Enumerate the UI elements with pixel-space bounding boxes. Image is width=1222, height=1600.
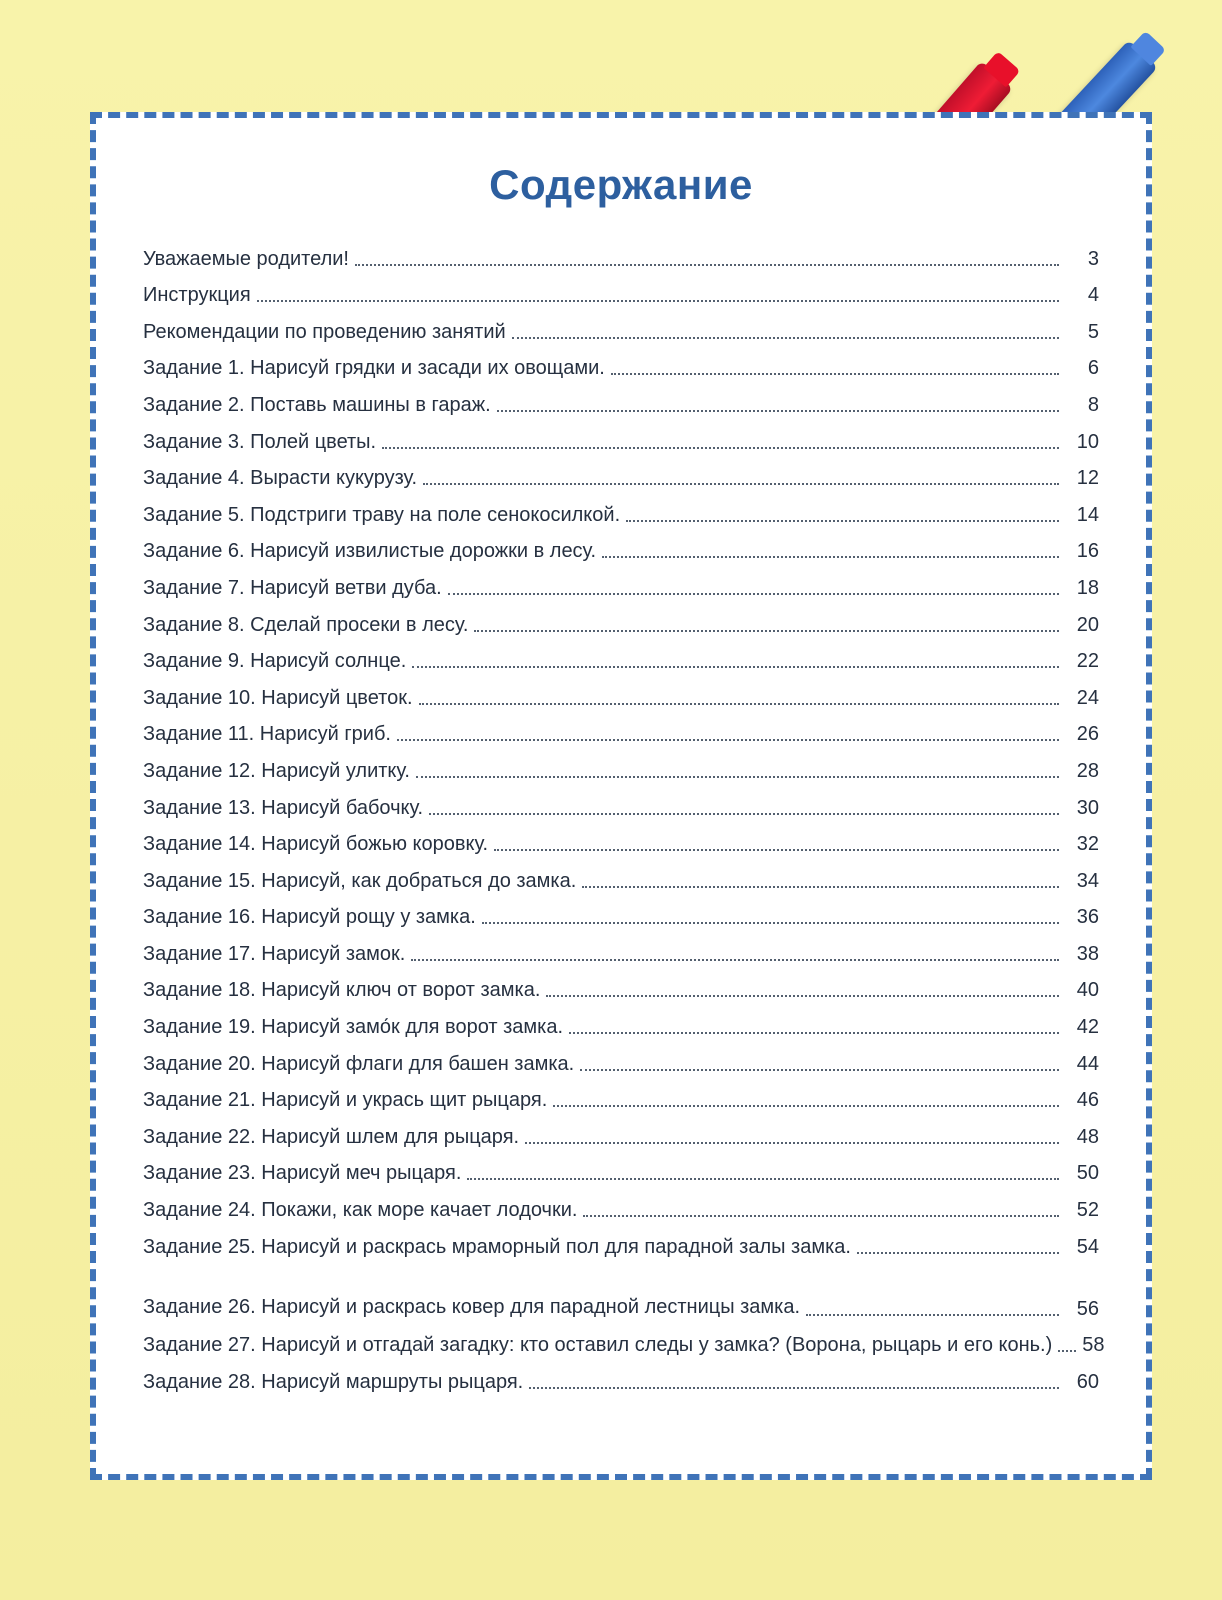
toc-row xyxy=(143,893,1099,930)
dot-leader xyxy=(467,1178,1059,1180)
entry-text: Задание 19. Нарисуй замо́к для ворот замка. xyxy=(143,1016,563,1039)
toc-row xyxy=(143,1259,1099,1321)
entry-text: Задание 20. Нарисуй флаги для башен замка. xyxy=(143,1052,575,1075)
dot-leader xyxy=(494,849,1059,851)
dot-leader xyxy=(497,410,1059,412)
page-number: 10 xyxy=(1076,430,1099,453)
entry-text: Уважаемые родители! xyxy=(143,247,349,270)
page-number: 20 xyxy=(1076,613,1099,636)
dot-leader xyxy=(257,300,1059,302)
page-number: 4 xyxy=(1087,284,1099,307)
entry-text: Задание 10. Нарисуй цветок. xyxy=(143,686,413,709)
entry-text: Задание 12. Нарисуй улитку. xyxy=(143,759,410,782)
dot-leader xyxy=(423,483,1059,485)
dot-leader xyxy=(412,666,1059,668)
entry-text: Задание 17. Нарисуй замок. xyxy=(143,942,406,965)
page-number: 34 xyxy=(1076,869,1099,892)
page-number: 44 xyxy=(1076,1052,1099,1075)
dot-leader xyxy=(482,922,1059,924)
page-number: 28 xyxy=(1076,759,1099,782)
entry-text: Задание 16. Нарисуй рощу у замка. xyxy=(143,906,476,929)
dot-leader xyxy=(583,1215,1059,1217)
toc-row xyxy=(143,856,1099,893)
table-of-contents xyxy=(143,234,1105,1394)
dot-leader xyxy=(1058,1350,1076,1352)
dot-leader xyxy=(580,1069,1059,1071)
toc-row xyxy=(143,1002,1099,1039)
toc-row xyxy=(143,1321,1105,1358)
page-number: 24 xyxy=(1076,686,1099,709)
toc-row xyxy=(143,1222,1099,1259)
entry-text: Задание 18. Нарисуй ключ от ворот замка. xyxy=(143,979,541,1002)
toc-row xyxy=(143,527,1099,564)
entry-text: Задание 27. Нарисуй и отгадай загадку: кто оставил следы у замка? (Ворона, рыцарь и его конь.) xyxy=(143,1334,1053,1357)
dot-leader xyxy=(512,337,1059,339)
page-number: 50 xyxy=(1076,1162,1099,1185)
dot-leader xyxy=(806,1314,1059,1316)
page-number: 30 xyxy=(1076,796,1099,819)
entry-text: Задание 26. Нарисуй и раскрась ковер для парадной лестницы замка. xyxy=(143,1295,801,1318)
page-number: 12 xyxy=(1076,467,1099,490)
toc-row xyxy=(143,600,1099,637)
dot-leader xyxy=(529,1387,1059,1389)
entry-text: Задание 15. Нарисуй, как добраться до замка. xyxy=(143,869,577,892)
toc-row xyxy=(143,271,1099,308)
dot-leader xyxy=(582,886,1059,888)
page-number: 48 xyxy=(1076,1125,1099,1148)
entry-text: Задание 3. Полей цветы. xyxy=(143,430,377,453)
entry-text: Задание 6. Нарисуй извилистые дорожки в лесу. xyxy=(143,540,597,563)
page-number: 32 xyxy=(1076,833,1099,856)
toc-row xyxy=(143,307,1099,344)
dot-leader xyxy=(602,556,1059,558)
page-number: 60 xyxy=(1076,1370,1099,1393)
entry-text: Задание 11. Нарисуй гриб. xyxy=(143,723,391,746)
toc-row xyxy=(143,344,1099,381)
toc-row xyxy=(143,746,1099,783)
page-number: 18 xyxy=(1076,576,1099,599)
dot-leader xyxy=(626,520,1059,522)
page-number: 54 xyxy=(1076,1235,1099,1258)
toc-row xyxy=(143,454,1099,491)
dot-leader xyxy=(397,739,1059,741)
entry-text: Задание 23. Нарисуй меч рыцаря. xyxy=(143,1162,462,1185)
page-title: Содержание xyxy=(489,161,753,208)
page-number: 8 xyxy=(1087,393,1099,416)
toc-row xyxy=(143,490,1099,527)
page-number: 14 xyxy=(1076,503,1099,526)
page-number: 56 xyxy=(1076,1297,1099,1320)
page-number: 6 xyxy=(1087,357,1099,380)
page-number: 3 xyxy=(1087,247,1099,270)
dot-leader xyxy=(416,776,1059,778)
dot-leader xyxy=(419,703,1059,705)
dot-leader xyxy=(429,813,1059,815)
page-number: 52 xyxy=(1076,1199,1099,1222)
page-number: 36 xyxy=(1076,906,1099,929)
dot-leader xyxy=(857,1252,1059,1254)
toc-row xyxy=(143,1076,1099,1113)
toc-row xyxy=(143,929,1099,966)
entry-text: Инструкция xyxy=(143,284,251,307)
dot-leader xyxy=(411,959,1059,961)
entry-text: Задание 21. Нарисуй и укрась щит рыцаря. xyxy=(143,1089,548,1112)
toc-row xyxy=(143,710,1099,747)
entry-text: Задание 14. Нарисуй божью коровку. xyxy=(143,833,489,856)
table-of-contents-frame xyxy=(90,112,1152,1480)
dot-leader xyxy=(355,264,1059,266)
page-number: 46 xyxy=(1076,1089,1099,1112)
entry-text: Задание 25. Нарисуй и раскрась мраморный пол для парадной залы замка. xyxy=(143,1235,851,1258)
entry-text: Задание 5. Подстриги траву на поле сенокосилкой. xyxy=(143,503,621,526)
dot-leader xyxy=(525,1142,1059,1144)
entry-text: Задание 13. Нарисуй бабочку. xyxy=(143,796,424,819)
toc-row xyxy=(143,637,1099,674)
toc-row xyxy=(143,1149,1099,1186)
page-number: 42 xyxy=(1076,1016,1099,1039)
dot-leader xyxy=(474,630,1059,632)
entry-text: Задание 1. Нарисуй грядки и засади их овощами. xyxy=(143,357,605,380)
toc-row xyxy=(143,1357,1099,1394)
toc-row xyxy=(143,234,1099,271)
dot-leader xyxy=(569,1032,1059,1034)
toc-row xyxy=(143,563,1099,600)
entry-text: Задание 28. Нарисуй маршруты рыцаря. xyxy=(143,1370,524,1393)
dot-leader xyxy=(448,593,1059,595)
page-number: 40 xyxy=(1076,979,1099,1002)
page-number: 5 xyxy=(1087,320,1099,343)
toc-row xyxy=(143,417,1099,454)
page-number: 16 xyxy=(1076,540,1099,563)
page-number: 22 xyxy=(1076,650,1099,673)
entry-text: Задание 9. Нарисуй солнце. xyxy=(143,650,407,673)
toc-row xyxy=(143,820,1099,857)
entry-text: Рекомендации по проведению занятий xyxy=(143,320,506,343)
toc-row xyxy=(143,1185,1099,1222)
toc-row xyxy=(143,783,1099,820)
entry-text: Задание 22. Нарисуй шлем для рыцаря. xyxy=(143,1125,520,1148)
dot-leader xyxy=(546,995,1059,997)
page-number: 38 xyxy=(1076,942,1099,965)
entry-text: Задание 7. Нарисуй ветви дуба. xyxy=(143,576,442,599)
toc-row xyxy=(143,380,1099,417)
page-number: 58 xyxy=(1082,1334,1105,1357)
dot-leader xyxy=(611,373,1059,375)
entry-text: Задание 24. Покажи, как море качает лодочки. xyxy=(143,1199,578,1222)
page-number: 26 xyxy=(1076,723,1099,746)
toc-row xyxy=(143,673,1099,710)
entry-text: Задание 4. Вырасти кукурузу. xyxy=(143,467,418,490)
entry-text: Задание 8. Сделай просеки в лесу. xyxy=(143,613,469,636)
dot-leader xyxy=(553,1105,1059,1107)
toc-row xyxy=(143,1039,1099,1076)
toc-row xyxy=(143,1112,1099,1149)
toc-row xyxy=(143,966,1099,1003)
entry-text: Задание 2. Поставь машины в гараж. xyxy=(143,393,491,416)
dot-leader xyxy=(382,447,1059,449)
